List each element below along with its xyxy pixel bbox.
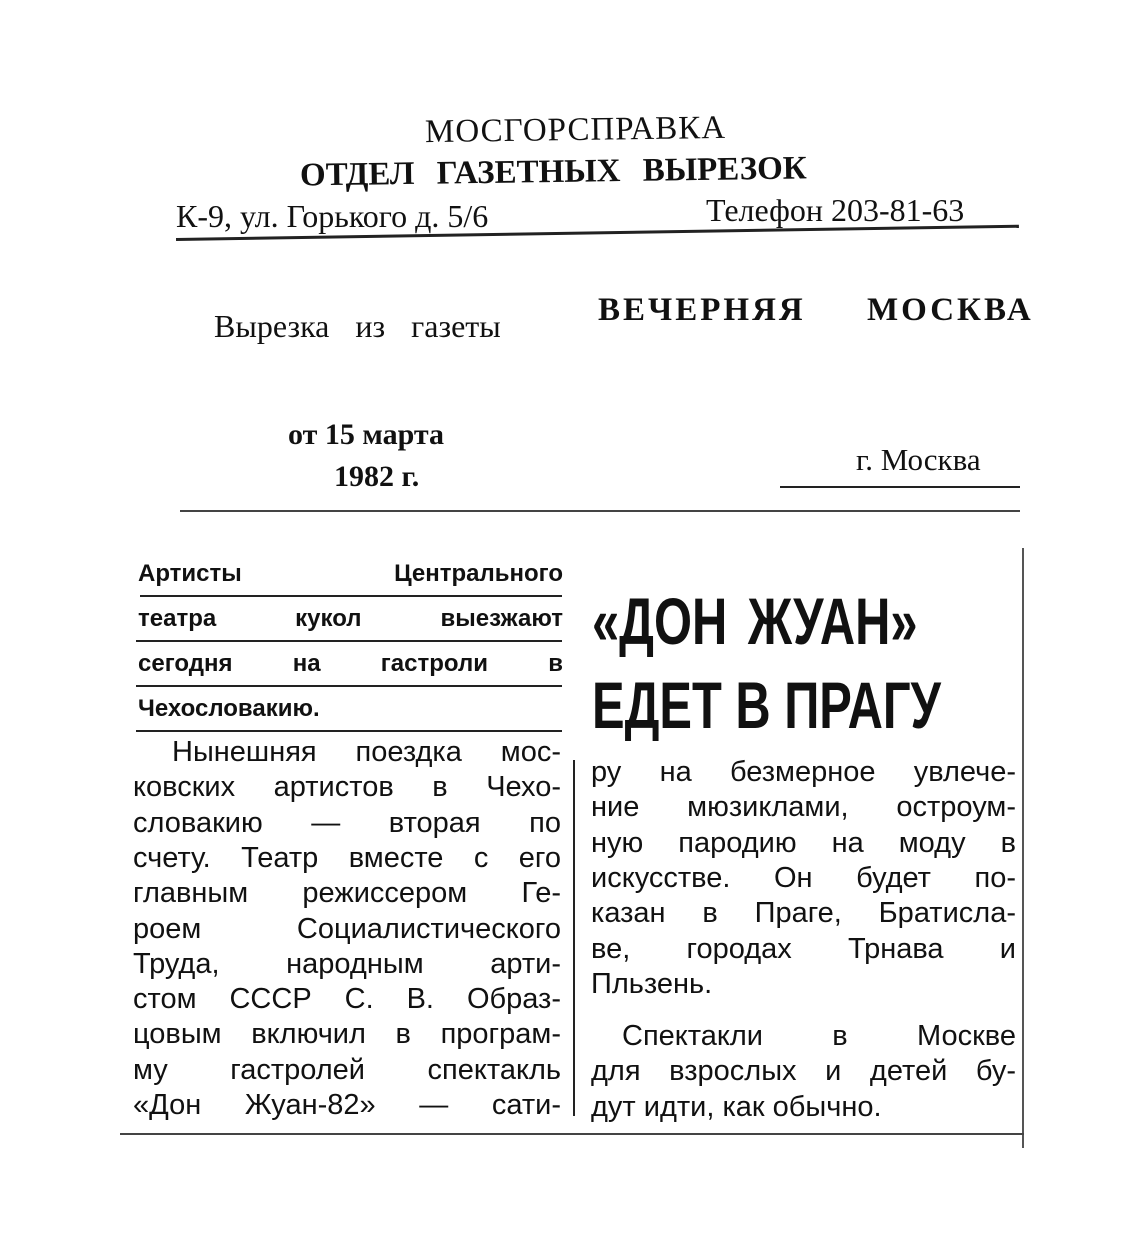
column-divider xyxy=(573,760,575,1116)
year-line: 1982 г. xyxy=(334,460,420,493)
right-column-line: ние мюзиклами, остроум- xyxy=(591,791,1016,824)
lead-underline xyxy=(136,685,562,687)
clipping-label: Вырезка из газеты xyxy=(214,308,501,344)
right-column-line: казан в Праге, Братисла- xyxy=(591,897,1016,930)
right-column-line: ру на безмерное увлече- xyxy=(591,756,1016,788)
left-column-line: цовым включил в програм- xyxy=(133,1018,561,1051)
phone-text: Телефон 203-81-63 xyxy=(706,192,965,228)
right-column-line: Спектакли в Москве xyxy=(622,1020,1016,1052)
city-text: г. Москва xyxy=(856,442,981,477)
right-column-line: ную пародию на моду в xyxy=(591,826,1016,859)
left-column-line: роем Социалистического xyxy=(133,912,561,945)
left-column-line: Труда, народным арти- xyxy=(133,947,561,980)
lead-line: сегодня на гастроли в xyxy=(138,650,563,677)
left-column-line: счету. Театр вместе с его xyxy=(133,841,561,874)
left-column-line: «Дон Жуан-82» — сати- xyxy=(133,1089,561,1121)
headline-line-2: ЕДЕТ В ПРАГУ xyxy=(592,668,941,742)
headline-line-1: «ДОН ЖУАН» xyxy=(592,584,918,658)
left-column-line: стом СССР С. В. Образ- xyxy=(133,983,561,1016)
article-bottom-border xyxy=(120,1133,1024,1135)
left-column-line: му гастролей спектакль xyxy=(133,1053,561,1086)
article-right-border xyxy=(1022,548,1024,1148)
date-underline xyxy=(780,486,1020,488)
left-column-line: словакию — вторая по xyxy=(133,806,561,839)
address-text: К-9, ул. Горького д. 5/6 xyxy=(176,198,489,234)
right-column-line: Пльзень. xyxy=(591,967,713,1000)
right-column-line: искусстве. Он будет по- xyxy=(591,861,1016,894)
left-column-line: ковских артистов в Чехо- xyxy=(133,771,561,804)
department-title: ОТДЕЛ ГАЗЕТНЫХ ВЫРЕЗОК xyxy=(299,150,807,194)
right-column-line: дут идти, как обычно. xyxy=(591,1090,882,1123)
date-separator xyxy=(180,510,1020,512)
lead-underline xyxy=(136,640,562,642)
lead-line: Чехословакию. xyxy=(138,695,320,722)
date-line: от 15 марта xyxy=(288,418,444,451)
lead-line: Артисты Центрального xyxy=(138,560,563,587)
lead-line: театра кукол выезжают xyxy=(138,605,563,632)
left-column-line: Нынешняя поездка мос- xyxy=(172,736,561,768)
right-column-line: для взрослых и детей бу- xyxy=(591,1055,1016,1088)
lead-underline xyxy=(136,730,562,732)
organization-title: МОСГОРСПРАВКА xyxy=(424,109,727,151)
left-column-line: главным режиссером Ге- xyxy=(133,877,561,910)
right-column-line: ве, городах Трнава и xyxy=(591,932,1016,965)
lead-underline xyxy=(140,595,562,597)
newspaper-name: ВЕЧЕРНЯЯ МОСКВА xyxy=(598,292,1034,328)
